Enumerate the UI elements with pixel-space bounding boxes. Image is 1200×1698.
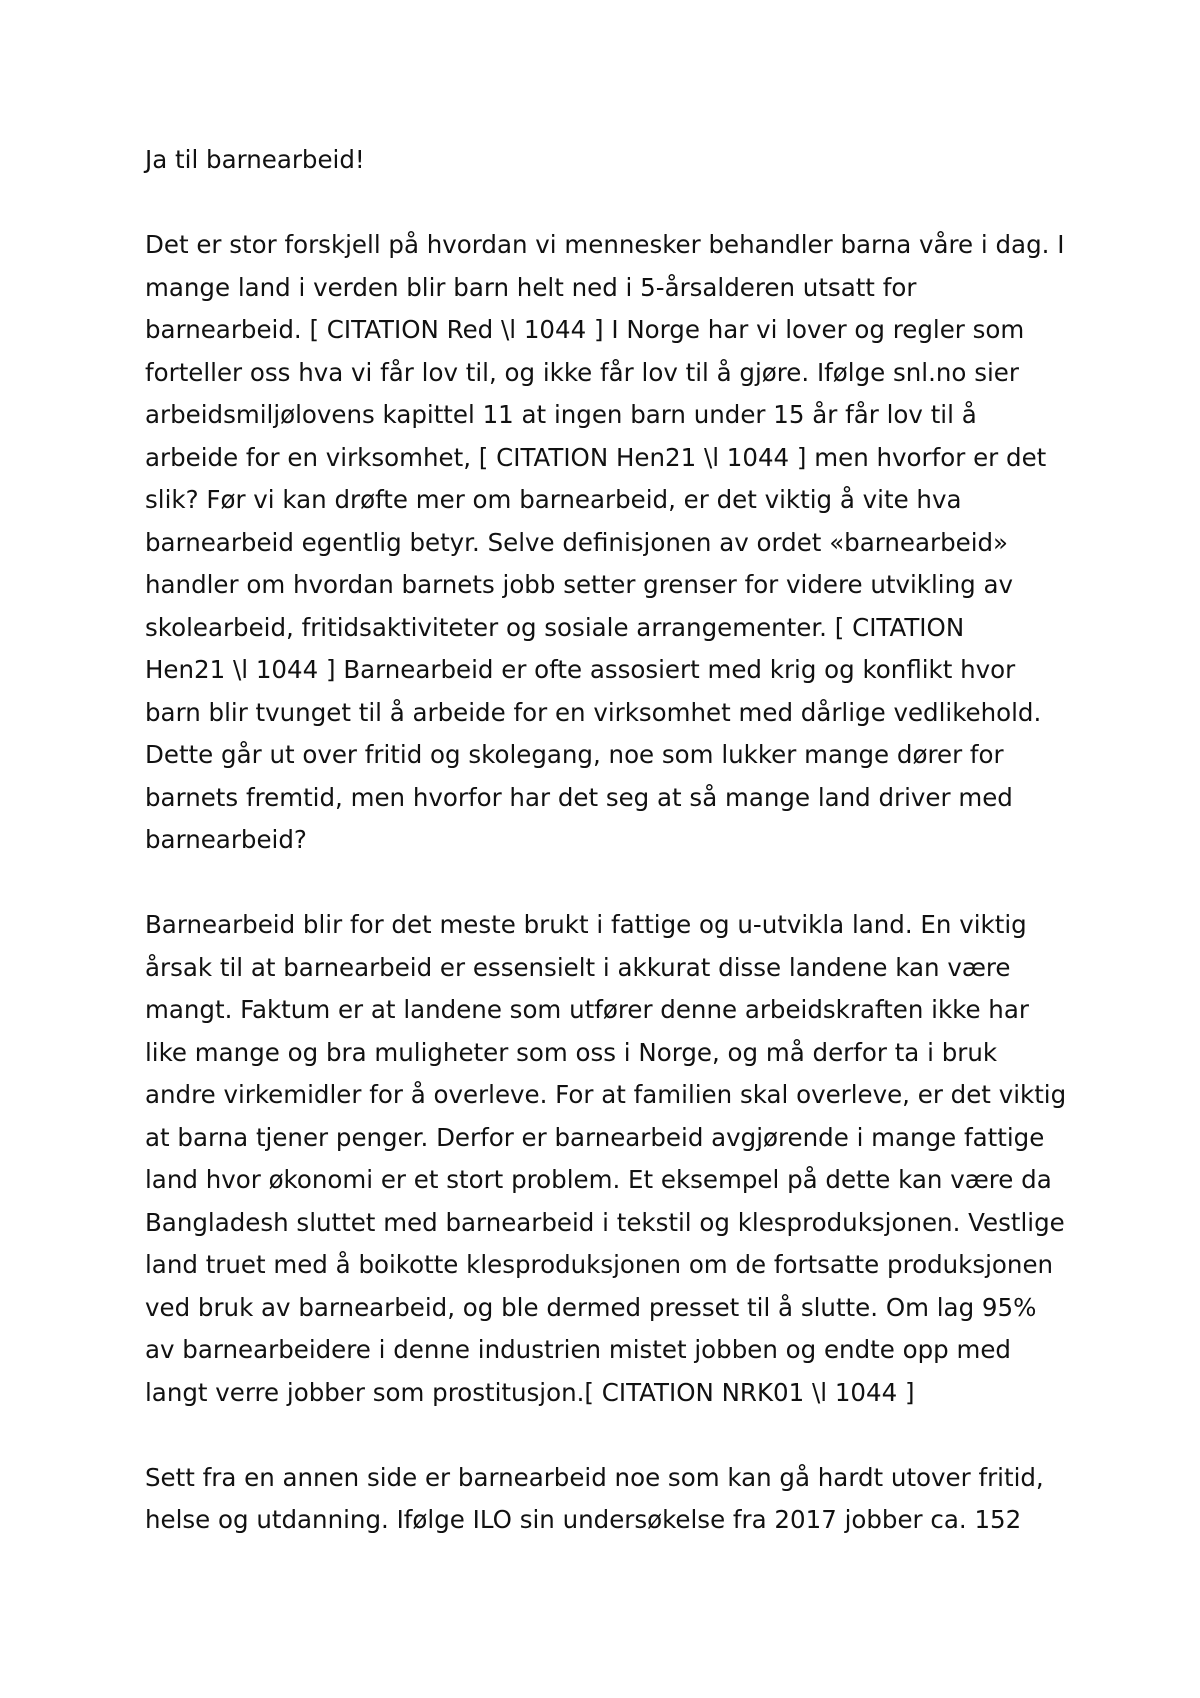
paragraph-line: av barnearbeidere i denne industrien mistet jobben og endte opp med bbox=[145, 1335, 1011, 1364]
paragraph-line: barn blir tvunget til å arbeide for en virksomhet med dårlige vedlikehold. bbox=[145, 697, 1042, 727]
paragraph-line: langt verre jobber som prostitusjon.[ CITATION NRK01 \l 1044 ] bbox=[145, 1377, 915, 1407]
paragraph-line: barnearbeid? bbox=[145, 825, 307, 854]
paragraph bbox=[145, 1457, 1075, 1542]
paragraph-line: helse og utdanning. Ifølge ILO sin undersøkelse fra 2017 jobber ca. 152 bbox=[145, 1505, 1022, 1534]
paragraph-spacer bbox=[145, 862, 1075, 905]
paragraph-line: handler om hvordan barnets jobb setter grenser for videre utvikling av bbox=[145, 570, 1013, 599]
paragraph-line: Barnearbeid blir for det meste brukt i fattige og u-utvikla land. En viktig bbox=[145, 910, 1027, 939]
paragraph-line: like mange og bra muligheter som oss i Norge, og må derfor ta i bruk bbox=[145, 1037, 998, 1067]
paragraph-line: Dette går ut over fritid og skolegang, noe som lukker mange dører for bbox=[145, 740, 1004, 769]
paragraph-line: mange land i verden blir barn helt ned i 5-årsalderen utsatt for bbox=[145, 272, 917, 302]
paragraph-line: barnearbeid. [ CITATION Red \l 1044 ] I Norge har vi lover og regler som bbox=[145, 315, 1025, 344]
paragraph-line: land truet med å boikotte klesproduksjonen om de fortsatte produksjonen bbox=[145, 1250, 1054, 1279]
paragraph-line: Hen21 \l 1044 ] Barnearbeid er ofte assosiert med krig og konflikt hvor bbox=[145, 655, 1016, 684]
paragraph bbox=[145, 224, 1075, 862]
document-body bbox=[145, 139, 1075, 1542]
paragraph-line: andre virkemidler for å overleve. For at familien skal overleve, er det viktig bbox=[145, 1080, 1067, 1109]
paragraph-line: arbeide for en virksomhet, [ CITATION Hen21 \l 1044 ] men hvorfor er det bbox=[145, 442, 1047, 472]
paragraph-line: Det er stor forskjell på hvordan vi mennesker behandler barna våre i dag. I bbox=[145, 230, 1065, 259]
paragraph-line: barnets fremtid, men hvorfor har det seg at så mange land driver med bbox=[145, 782, 1013, 812]
paragraph-line: årsak til at barnearbeid er essensielt i akkurat disse landene kan være bbox=[145, 952, 1011, 982]
document-title: Ja til barnearbeid! bbox=[145, 145, 365, 174]
paragraph-line: ved bruk av barnearbeid, og ble dermed presset til å slutte. Om lag 95% bbox=[145, 1292, 1037, 1322]
paragraph-line: at barna tjener penger. Derfor er barnearbeid avgjørende i mange fattige bbox=[145, 1122, 1045, 1152]
paragraphs-container bbox=[145, 224, 1075, 1542]
paragraph-spacer bbox=[145, 1414, 1075, 1457]
paragraph-line: arbeidsmiljølovens kapittel 11 at ingen barn under 15 år får lov til å bbox=[145, 400, 977, 429]
paragraph bbox=[145, 904, 1075, 1414]
paragraph-line: slik? Før vi kan drøfte mer om barnearbeid, er det viktig å vite hva bbox=[145, 485, 962, 514]
paragraph-line: mangt. Faktum er at landene som utfører denne arbeidskraften ikke har bbox=[145, 995, 1029, 1024]
paragraph-line: skolearbeid, fritidsaktiviteter og sosiale arrangementer. [ CITATION bbox=[145, 612, 965, 642]
paragraph-line: Bangladesh sluttet med barnearbeid i tekstil og klesproduksjonen. Vestlige bbox=[145, 1207, 1065, 1237]
paragraph-line: land hvor økonomi er et stort problem. Et eksempel på dette kan være da bbox=[145, 1165, 1052, 1194]
paragraph-line: forteller oss hva vi får lov til, og ikke får lov til å gjøre. Ifølge snl.no sier bbox=[145, 357, 1019, 387]
paragraph-line: Sett fra en annen side er barnearbeid noe som kan gå hardt utover fritid, bbox=[145, 1462, 1044, 1492]
paragraph-spacer bbox=[145, 182, 1075, 225]
paragraph-line: barnearbeid egentlig betyr. Selve definisjonen av ordet «barnearbeid» bbox=[145, 527, 1009, 557]
